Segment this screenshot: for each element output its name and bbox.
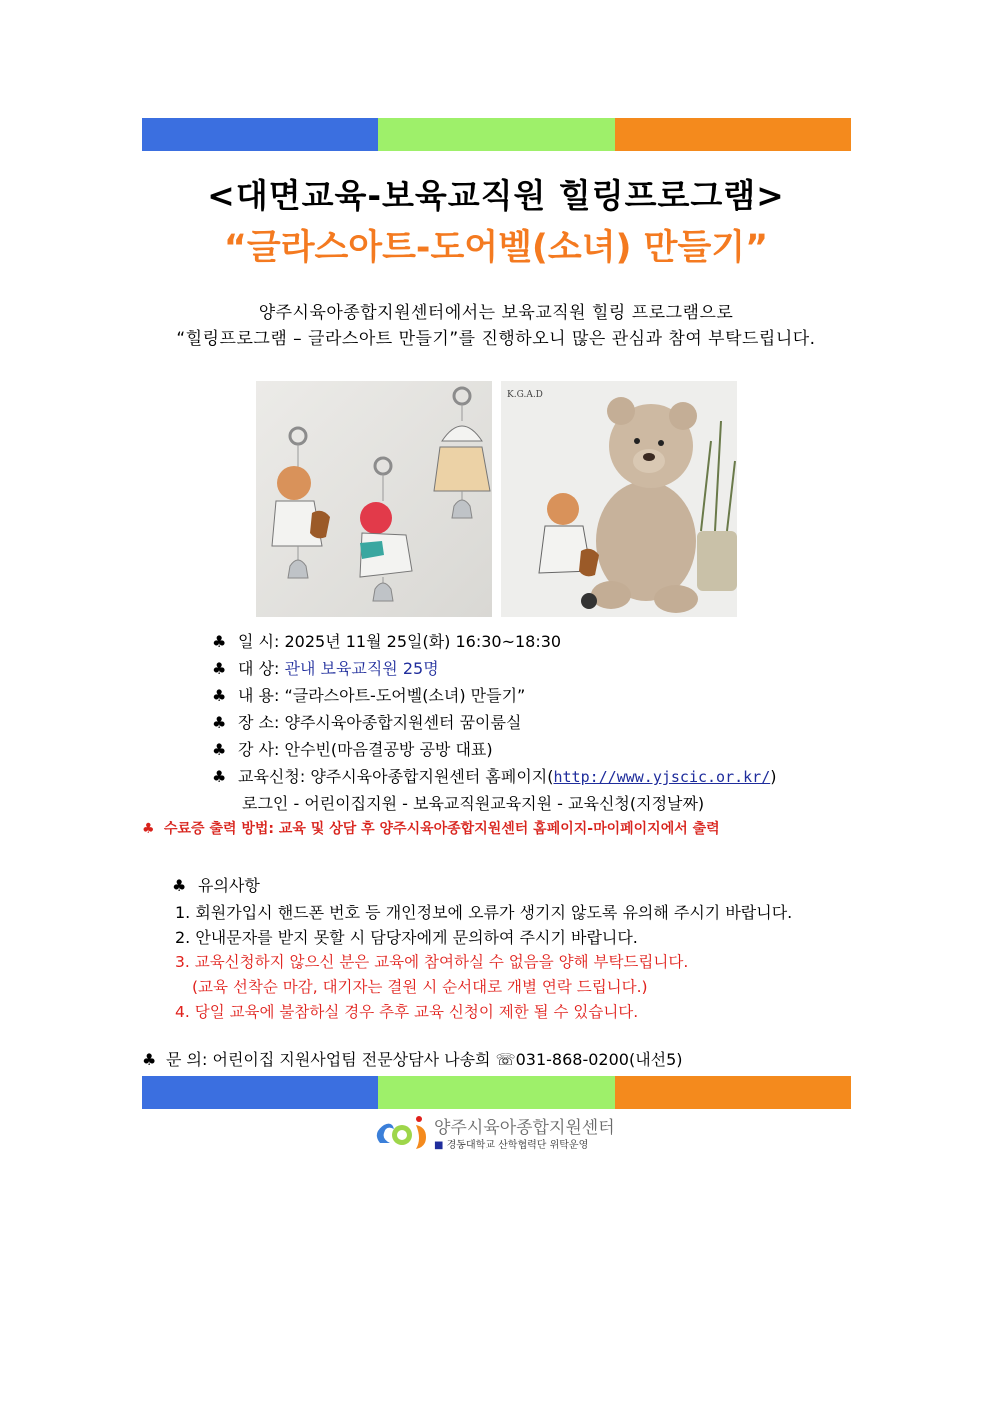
club-icon: ♣ <box>172 876 187 895</box>
doorbell-photo-left <box>256 381 492 617</box>
detail-apply <box>212 764 776 787</box>
university-emblem-icon: ■ <box>434 1140 444 1151</box>
page-subtitle: “글라스아트-도어벨(소녀) 만들기” <box>223 228 769 268</box>
detail-instructor <box>212 737 493 760</box>
bar-blue <box>142 118 378 151</box>
center-logo <box>372 1113 632 1153</box>
center-logo-mark-icon <box>372 1113 430 1153</box>
bar-orange <box>615 1076 851 1109</box>
certificate-notice <box>142 818 720 838</box>
detail-date-label: 일 시: <box>238 632 280 651</box>
detail-instructor-label: 강 사: <box>238 740 280 759</box>
club-icon: ♣ <box>212 740 227 759</box>
detail-target-label: 대 상: <box>238 659 280 678</box>
club-icon: ♣ <box>142 1050 157 1069</box>
detail-apply-value: 양주시육아종합지원센터 홈페이지( <box>310 767 554 786</box>
detail-apply-close: ) <box>770 767 777 786</box>
homepage-link[interactable]: http://www.yjscic.or.kr/ <box>553 768 771 786</box>
club-icon: ♣ <box>212 632 227 651</box>
bottom-color-bar <box>142 1076 851 1109</box>
detail-place <box>212 710 521 733</box>
detail-place-label: 장 소: <box>238 713 280 732</box>
intro-line-1: 양주시육아종합지원센터에서는 보육교직원 힐링 프로그램으로 <box>258 303 734 323</box>
intro-line-2: “힐링프로그램 – 글라스아트 만들기”를 진행하오니 많은 관심과 참여 부탁드립니다. <box>176 329 816 349</box>
detail-date-value: 2025년 11월 25일(화) 16:30~18:30 <box>284 632 562 651</box>
note-item-3-detail: (교육 선착순 마감, 대기자는 결원 시 순서대로 개별 연락 드립니다.) <box>192 978 648 996</box>
contact-value: 어린이집 지원사업팀 전문상담사 나송희 <box>212 1050 491 1069</box>
detail-content <box>212 683 525 706</box>
center-name: 양주시육아종합지원센터 <box>434 1118 615 1138</box>
bar-green <box>378 1076 614 1109</box>
phone-icon: ☏ <box>495 1050 516 1069</box>
contact-line <box>142 1047 683 1070</box>
detail-content-value: “글라스아트-도어벨(소녀) 만들기” <box>284 686 526 705</box>
teddy-bear-illustration <box>501 381 737 617</box>
operator-text <box>434 1136 588 1151</box>
contact-phone: 031-868-0200(내선5) <box>515 1050 683 1069</box>
club-icon: ♣ <box>212 713 227 732</box>
detail-apply-path: 로그인 - 어린이집지원 - 보육교직원교육지원 - 교육신청(지정날짜) <box>242 794 705 813</box>
club-icon: ♣ <box>142 821 155 837</box>
detail-target-value: 관내 보육교직원 25명 <box>284 659 439 678</box>
detail-apply-label: 교육신청: <box>238 767 306 786</box>
bar-orange <box>615 118 851 151</box>
page-title: <대면교육-보육교직원 힐링프로그램> <box>207 176 785 215</box>
bar-blue <box>142 1076 378 1109</box>
detail-instructor-value: 안수빈(마음결공방 공방 대표) <box>284 740 493 759</box>
detail-content-label: 내 용: <box>238 686 280 705</box>
contact-label: 문 의: <box>166 1050 208 1069</box>
note-item-3: 3. 교육신청하지 않으신 분은 교육에 참여하실 수 없음을 양해 부탁드립니다. <box>175 953 689 971</box>
detail-place-value: 양주시육아종합지원센터 꿈이룸실 <box>284 713 522 732</box>
detail-date <box>212 629 561 652</box>
top-color-bar <box>142 118 851 151</box>
intro-text <box>0 300 992 352</box>
bar-green <box>378 118 614 151</box>
notes-heading <box>172 873 260 896</box>
photo-caption: K.G.A.D <box>507 390 543 400</box>
doorbell-photo-right <box>501 381 737 617</box>
club-icon: ♣ <box>212 686 227 705</box>
club-icon: ♣ <box>212 659 227 678</box>
glass-doorbells-illustration <box>256 381 492 617</box>
note-item-4: 4. 당일 교육에 불참하실 경우 추후 교육 신청이 제한 될 수 있습니다. <box>175 1003 639 1021</box>
note-item-1: 1. 회원가입시 핸드폰 번호 등 개인정보에 오류가 생기지 않도록 유의해 주시기 바랍니다. <box>175 903 793 922</box>
club-icon: ♣ <box>212 767 227 786</box>
certificate-notice-text: 수료증 출력 방법: 교육 및 상담 후 양주시육아종합지원센터 홈페이지-마이페이지에서 출력 <box>164 821 720 837</box>
operator-label: 경동대학교 산학협력단 위탁운영 <box>446 1140 589 1151</box>
note-item-2: 2. 안내문자를 받지 못할 시 담당자에게 문의하여 주시기 바랍니다. <box>175 928 638 947</box>
notes-heading-text: 유의사항 <box>198 876 260 895</box>
detail-target <box>212 656 439 679</box>
